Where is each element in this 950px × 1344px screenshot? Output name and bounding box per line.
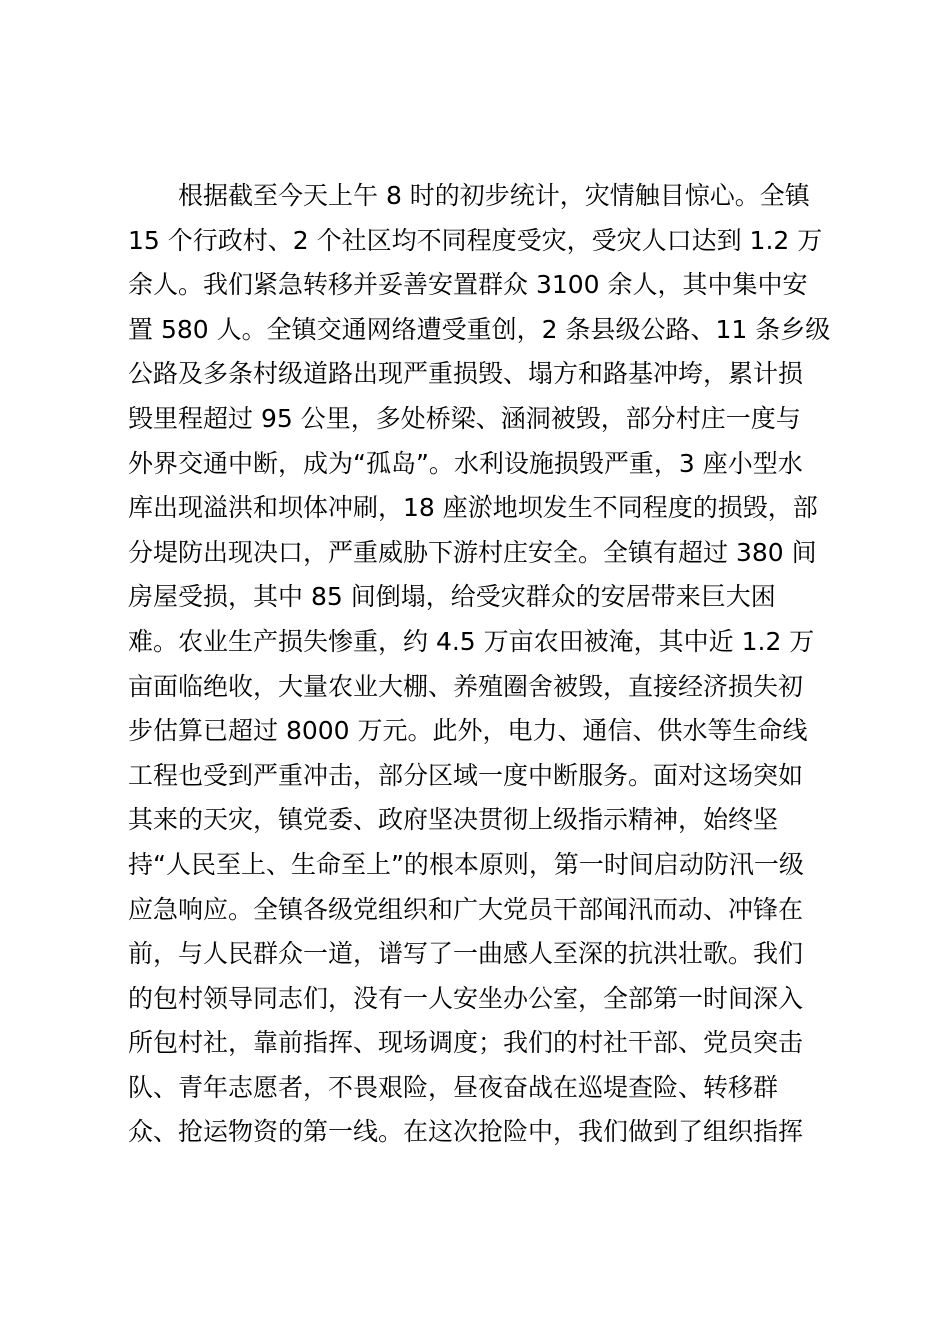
paragraph-line: 其来的天灾，镇党委、政府坚决贯彻上级指示精神，始终坚 [128,805,779,835]
paragraph-line: 15 个行政村、2 个社区均不同程度受灾，受灾人口达到 1.2 万 [128,225,823,255]
paragraph-line: 余人。我们紧急转移并妥善安置群众 3100 余人，其中集中安 [128,270,808,300]
paragraph-line: 众、抢运物资的第一线。在这次抢险中，我们做到了组织指挥 [128,1117,804,1147]
paragraph-line: 难。农业生产损失惨重，约 4.5 万亩农田被淹，其中近 1.2 万 [128,626,815,656]
paragraph-line: 亩面临绝收，大量农业大棚、养殖圈舍被毁，直接经济损失初 [128,671,804,701]
paragraph-line: 前，与人民群众一道，谱写了一曲感人至深的抗洪壮歌。我们 [128,939,804,969]
paragraph-line: 分堤防出现决口，严重威胁下游村庄安全。全镇有超过 380 间 [128,537,817,567]
paragraph-line: 持“人民至上、生命至上”的根本原则，第一时间启动防汛一级 [128,849,804,879]
paragraph-line: 置 580 人。全镇交通网络遭受重创，2 条县级公路、11 条乡级 [128,314,831,344]
paragraph-line: 应急响应。全镇各级党组织和广大党员干部闻汛而动、冲锋在 [128,894,804,924]
paragraph-line: 的包村领导同志们，没有一人安坐办公室，全部第一时间深入 [128,983,804,1013]
paragraph-line: 根据截至今天上午 8 时的初步统计，灾情触目惊心。全镇 [178,181,810,210]
paragraph-line: 外界交通中断，成为“孤岛”。水利设施损毁严重，3 座小型水 [128,448,803,478]
paragraph-line: 毁里程超过 95 公里，多处桥梁、涵洞被毁，部分村庄一度与 [128,403,801,433]
paragraph-line: 所包村社，靠前指挥、现场调度；我们的村社干部、党员突击 [128,1028,804,1058]
paragraph-line: 工程也受到严重冲击，部分区域一度中断服务。面对这场突如 [128,760,804,790]
paragraph-line: 公路及多条村级道路出现严重损毁、塌方和路基冲垮，累计损 [128,359,804,389]
paragraph-line: 库出现溢洪和坝体冲刷，18 座淤地坝发生不同程度的损毁，部 [128,493,818,523]
paragraph-line: 队、青年志愿者，不畏艰险，昼夜奋战在巡堤查险、转移群 [128,1072,779,1102]
paragraph-line: 步估算已超过 8000 万元。此外，电力、通信、供水等生命线 [128,716,808,746]
paragraph-line: 房屋受损，其中 85 间倒塌，给受灾群众的安居带来巨大困 [128,582,776,612]
body-paragraph [128,174,838,1155]
